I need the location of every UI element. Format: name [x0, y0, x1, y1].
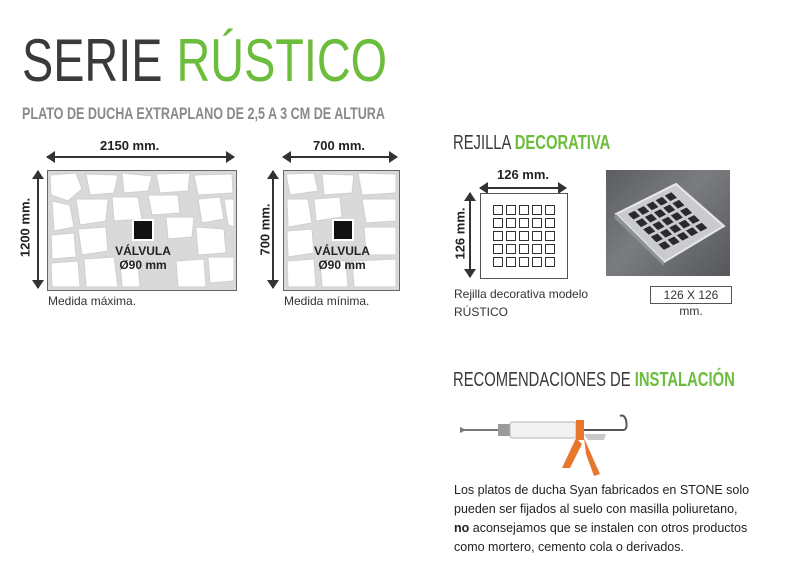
install-line3 — [454, 519, 754, 538]
grate-hole — [493, 257, 503, 267]
grate-hole — [532, 205, 542, 215]
grate-title-part1: REJILLA — [453, 132, 511, 154]
max-height-label: 1200 mm. — [17, 197, 33, 258]
title-rustico: RÚSTICO — [176, 27, 388, 94]
max-valve-label: VÁLVULA — [115, 244, 171, 258]
grate-hole — [532, 244, 542, 254]
install-line4: como mortero, cemento cola o derivados. — [454, 540, 684, 554]
grate-hole — [506, 231, 516, 241]
grate-photo — [606, 170, 730, 276]
grate-caption-line1: Rejilla decorativa modelo — [454, 287, 589, 301]
install-line3-rest: aconsejamos que se instalen con otros productos — [469, 521, 748, 535]
caulking-gun-icon — [458, 410, 638, 480]
install-section-title — [453, 369, 735, 392]
grate-hole — [545, 205, 555, 215]
min-caption: Medida mínima. — [284, 294, 370, 308]
install-line1: Los platos de ducha Syan fabricados en STONE solo — [454, 483, 750, 497]
min-tray — [283, 170, 400, 291]
grate-section-title — [453, 132, 610, 155]
install-paragraph — [454, 481, 754, 557]
max-width-label: 2150 mm. — [100, 138, 160, 153]
grate-hole — [532, 231, 542, 241]
photo-caption: 126 X 126 mm. — [650, 286, 732, 304]
grate-hole — [545, 257, 555, 267]
grate-drawing — [480, 193, 568, 279]
grate-height-label: 126 mm. — [452, 207, 468, 260]
grate-hole — [519, 218, 529, 228]
grate-hole — [493, 231, 503, 241]
max-tray — [47, 170, 237, 291]
grate-width-label: 126 mm. — [497, 167, 550, 182]
grate-hole — [493, 205, 503, 215]
install-line2: pueden ser fijados al suelo con masilla poliuretano, — [454, 502, 738, 516]
title-serie: SERIE — [22, 27, 163, 94]
grate-hole — [506, 244, 516, 254]
grate-hole — [545, 244, 555, 254]
grate-hole — [506, 218, 516, 228]
grate-hole — [519, 231, 529, 241]
grate-photo-image — [606, 170, 730, 276]
grate-title-part2: DECORATIVA — [514, 132, 611, 154]
grate-caption-line2: RÚSTICO — [454, 305, 508, 319]
install-title-part1: RECOMENDACIONES DE — [453, 369, 631, 391]
grate-hole — [493, 244, 503, 254]
page-subtitle: PLATO DE DUCHA EXTRAPLANO DE 2,5 A 3 CM DE ALTURA — [22, 104, 385, 123]
page-title — [22, 28, 387, 94]
valve-icon — [132, 219, 154, 241]
min-width-label: 700 mm. — [313, 138, 366, 153]
min-valve-label: VÁLVULA — [314, 244, 370, 258]
grate-hole — [506, 205, 516, 215]
grate-hole — [532, 257, 542, 267]
install-title-part2: INSTALACIÓN — [634, 369, 735, 391]
grate-hole — [519, 205, 529, 215]
grate-hole — [493, 218, 503, 228]
valve-icon — [332, 219, 354, 241]
install-line3-bold: no — [454, 521, 470, 535]
grate-hole — [545, 231, 555, 241]
max-height-dimension — [31, 171, 45, 288]
min-valve-text — [302, 244, 382, 272]
grate-hole — [519, 257, 529, 267]
grate-hole — [545, 218, 555, 228]
min-height-label: 700 mm. — [257, 203, 273, 256]
max-caption: Medida máxima. — [48, 294, 137, 308]
max-valve-size: Ø90 mm — [119, 258, 167, 272]
grate-hole — [506, 257, 516, 267]
max-valve-text — [103, 244, 183, 272]
grate-hole — [519, 244, 529, 254]
grate-hole — [532, 218, 542, 228]
min-valve-size: Ø90 mm — [318, 258, 366, 272]
